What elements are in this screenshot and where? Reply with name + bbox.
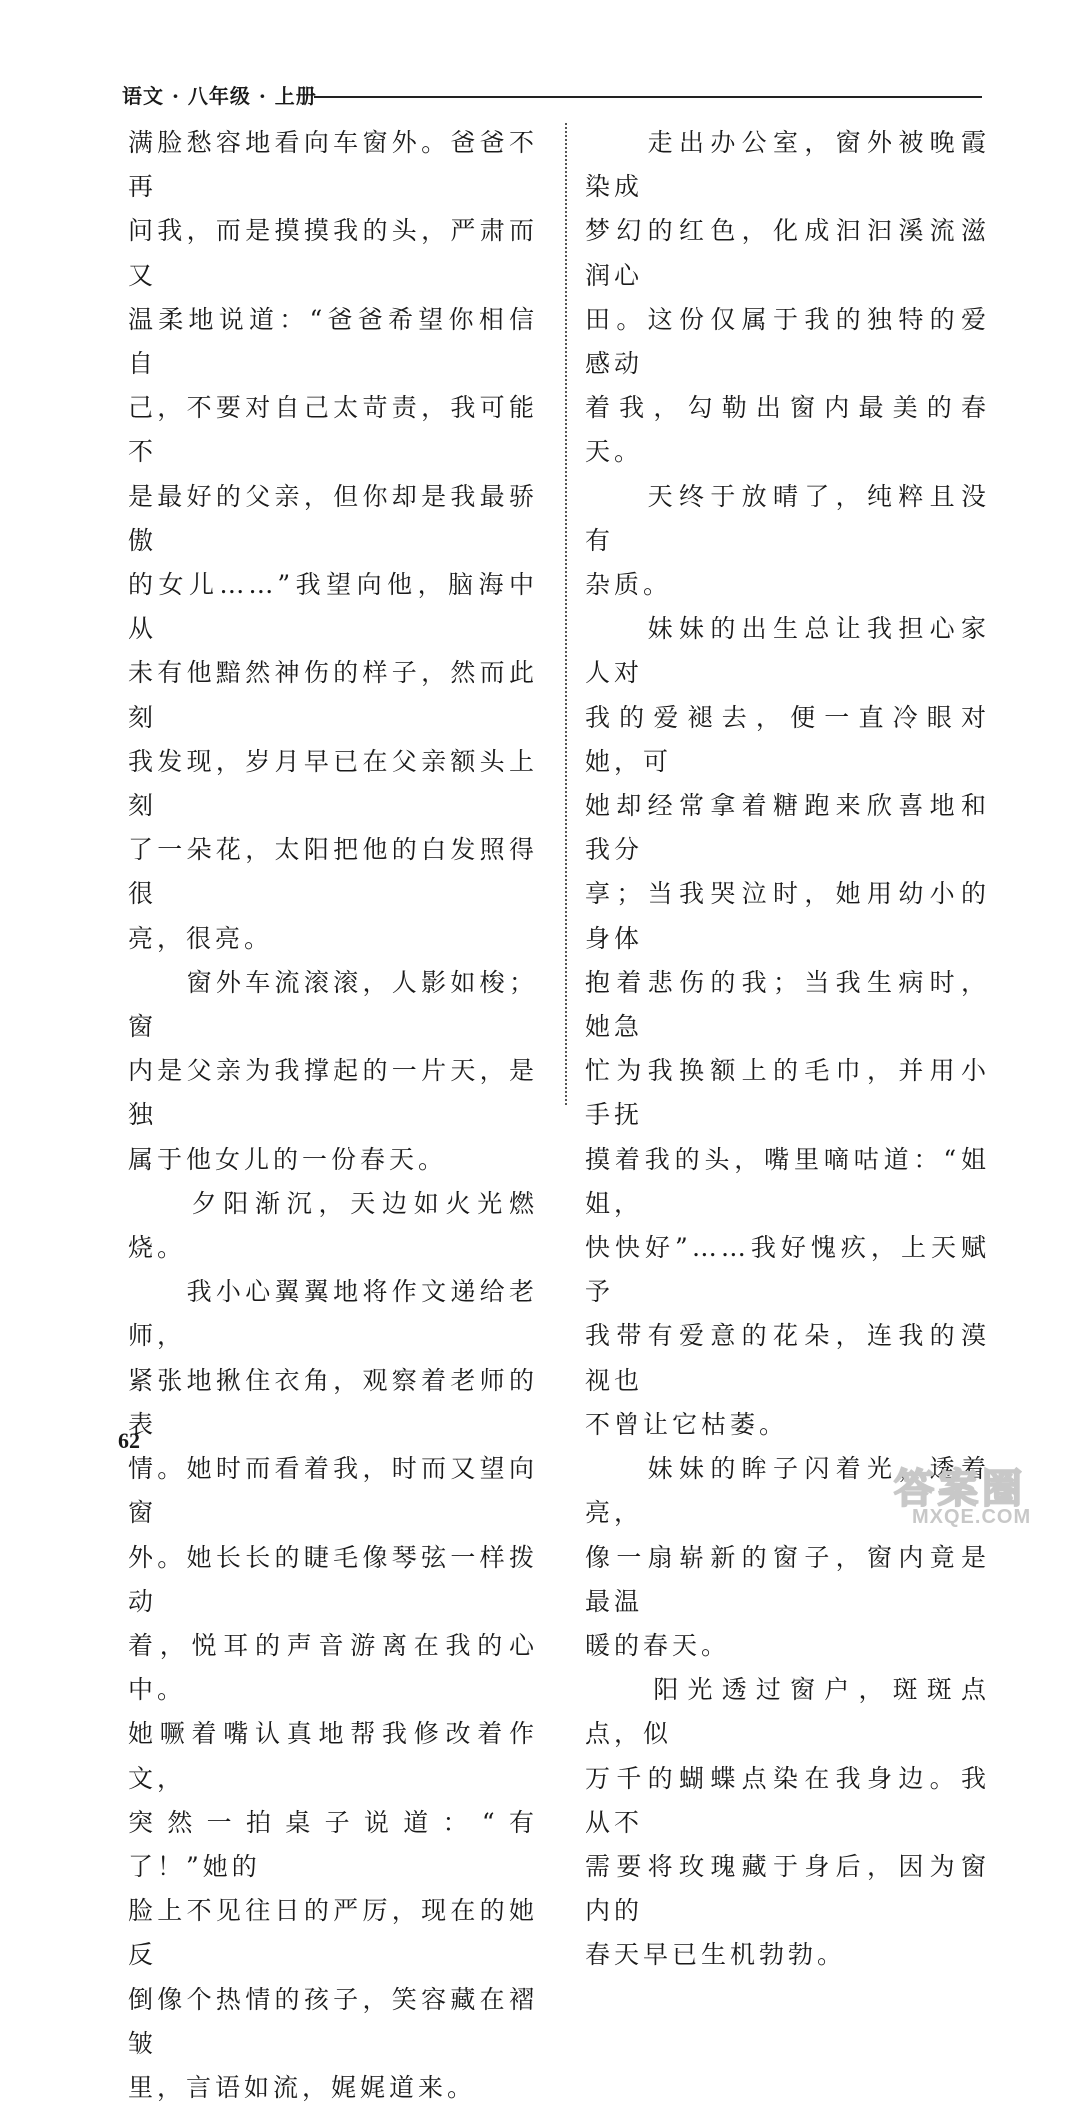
left-text-column [128,121,538,2110]
running-header [122,82,982,112]
page-number: 62 [118,1428,140,1453]
paragraph: 天终于放晴了，纯粹且没有 杂质。 [585,481,990,600]
paragraph: 我小心翼翼地将作文递给老师， 紧张地揪住衣角，观察着老师的表 情。她时而看着我，时而又望向窗 外。她长长的睫毛像琴弦一样拨动 着，悦耳的声音游离在我的心中。 她噘着嘴认真地帮我修改着作文， 突然一拍桌子说道：“有了！”她的 脸上不见往日的严厉，现在的她反 倒像个热情的孩子，笑容藏在褶皱 里，言语如流，娓娓道来。 [128,1277,538,2102]
paragraph: 阳光透过窗户，斑斑点点，似 万千的蝴蝶点染在我身边。我从不 需要将玫瑰藏于身后，因为窗内的 春天早已生机勃勃。 [585,1675,990,1970]
header-rule [314,96,982,98]
watermark-logo [890,1462,1062,1510]
paragraph: 妹妹的眸子闪着光，透着亮， 像一扇崭新的窗子，窗内竟是最温 暖的春天。 [585,1454,990,1660]
paragraph: 夕阳渐沉，天边如火光燃烧。 [128,1188,538,1263]
watermark-logo-text: 答案圈 [894,1466,1026,1510]
watermark-url: MXQE.COM [912,1506,1032,1528]
right-text-column [585,121,990,1978]
watermark [890,1462,1062,1530]
paragraph: 走出办公室，窗外被晚霞染成 梦幻的红色，化成汩汩溪流滋润心 田。这份仅属于我的独特的爱感动 着我，勾勒出窗内最美的春天。 [585,128,990,467]
book-title: 语文 · 八年级 · 上册 [122,84,317,108]
column-divider [565,123,567,1105]
paragraph: 满脸愁容地看向车窗外。爸爸不再 问我，而是摸摸我的头，严肃而又 温柔地说道：“爸爸希望你相信自 己，不要对自己太苛责，我可能不 是最好的父亲，但你却是我最骄傲 的女儿……”我望向他，脑海中从 未有他黯然神伤的样子，然而此刻 我发现，岁月早已在父亲额头上刻 了一朵花，太阳把他的白发照得很 亮，很亮。 [128,128,538,953]
paragraph: 窗外车流滚滚，人影如梭；窗 内是父亲为我撑起的一片天，是独 属于他女儿的一份春天。 [128,967,538,1174]
paragraph: 妹妹的出生总让我担心家人对 我的爱褪去，便一直冷眼对她，可 她却经常拿着糖跑来欣喜地和我分 享；当我哭泣时，她用幼小的身体 抱着悲伤的我；当我生病时，她急 忙为我换额上的毛巾，并用小手抚 摸着我的头，嘴里嘀咕道：“姐姐， 快快好”……我好愧疚，上天赋予 我带有爱意的花朵，连我的漠视也 不曾让它枯萎。 [585,614,990,1439]
